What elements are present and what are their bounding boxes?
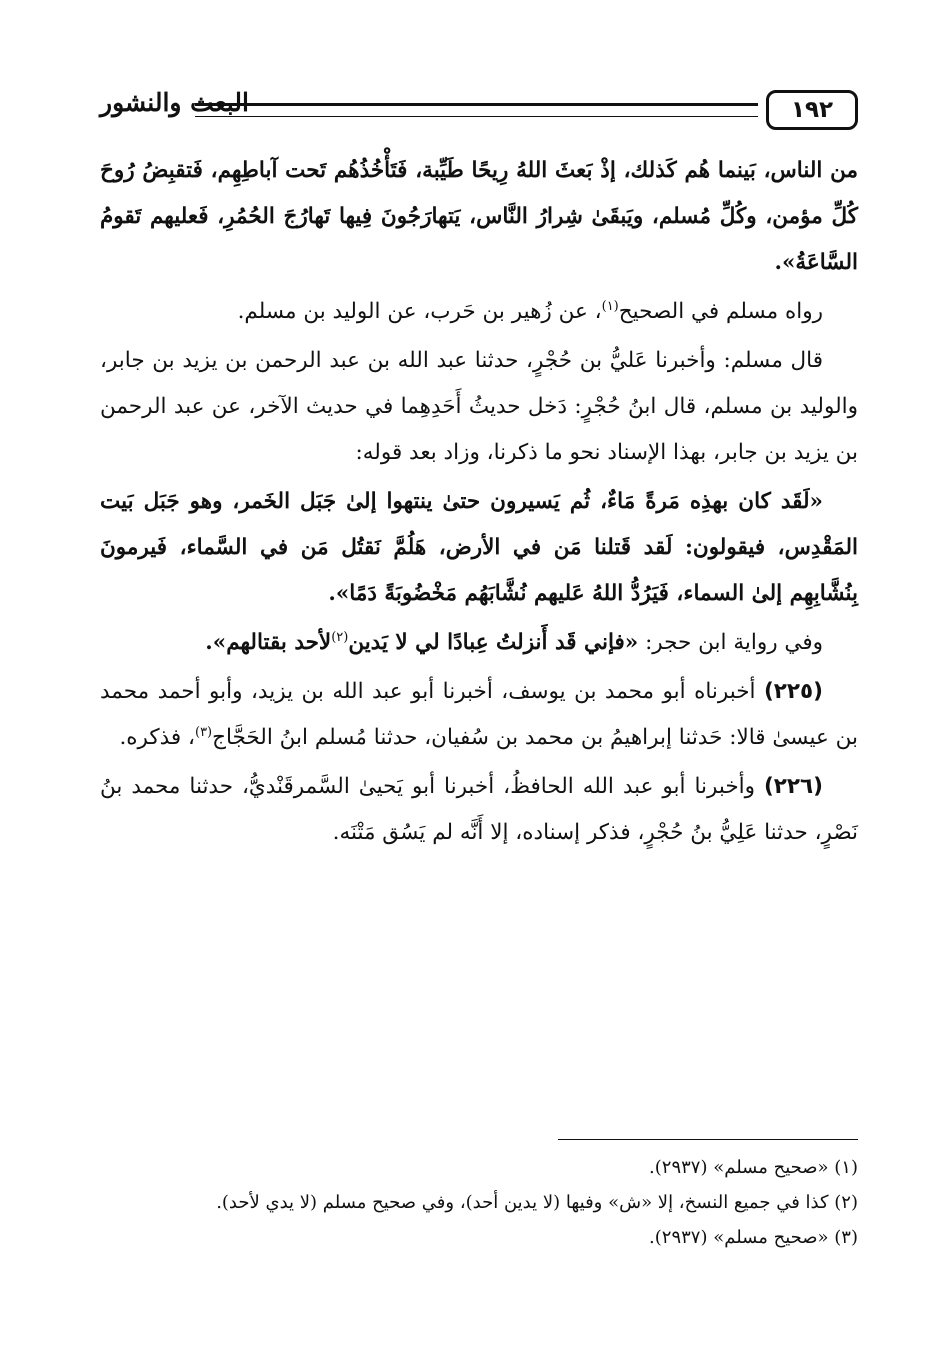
hadith-225-end: ، فذكره.: [119, 725, 195, 750]
footnote-ref-2: (٢): [331, 629, 349, 645]
footnote-divider: [558, 1139, 858, 1140]
hadith-225: [100, 669, 858, 761]
footnote-1: (١) «صحيح مسلم» (٢٩٣٧).: [649, 1157, 858, 1178]
narration-text-end: ، عن زُهير بن حَرب، عن الوليد بن مسلم.: [237, 299, 602, 324]
hadith-addition: «لَقَد كان بهذِه مَرةً مَاءٌ، ثُم يَسيرون حتىٰ ينتهوا إلىٰ جَبَل الخَمر، وهو جَبَل بَيت المَقْدِس، فيقولون: لَقد قَتلنا مَن في الأرض، هَلُمَّ نَقتُل مَن في السَّماء، فَيرمونَ بِنُشَّابِهِم إلىٰ السماء، فَيَرُدُّ اللهُ عَليهم نُشَّابَهُم مَخْضُوبَةً دَمًا».: [100, 489, 858, 606]
footnote-3: (٣) «صحيح مسلم» (٢٩٣٧).: [649, 1227, 858, 1248]
isnad-paragraph: قال مسلم: وأخبرنا عَليُّ بن حُجْرٍ، حدثنا عبد الله بن عبد الرحمن بن يزيد بن جابر، والوليد بن مسلم، قال ابنُ حُجْرٍ: دَخل حديثُ أَحَدِهِما في حديث الآخر، عن عبد الرحمن بن يزيد بن جابر، بهذا الإسناد نحو ما ذكرنا، وزاد بعد قوله:: [100, 348, 858, 465]
narration-paragraph: [100, 289, 858, 335]
footnote-ref-1: (١): [601, 298, 619, 314]
main-text: [100, 148, 858, 859]
hajar-quote-end: لأحد بقتالهم».: [205, 630, 332, 655]
hajar-intro: وفي رواية ابن حجر:: [638, 630, 823, 655]
footnote-ref-3: (٣): [194, 724, 213, 740]
hadith-226-text: وأخبرنا أبو عبد الله الحافظُ، أخبرنا أبو يَحيىٰ السَّمرقَنْديُّ، حدثنا محمد بنُ نَصْرٍ، حدثنا عَلِيُّ بنُ حُجْرٍ، فذكر إسناده، إلا أَنَّه لم يَسُق مَتْنَه.: [100, 774, 858, 845]
hajar-narration: [100, 620, 858, 666]
hadith-number-226: (٢٢٦): [763, 774, 823, 799]
book-page: [100, 80, 858, 1320]
hadith-text-continued: من الناس، بَينما هُم كَذلك، إذْ بَعثَ اللهُ رِيحًا طَيِّبة، فَتَأْخُذُهُم تَحت آباطِهِم، فَتقبِضُ رُوحَ كُلِّ مؤمن، وكُلِّ مُسلم، ويَبقَىٰ شِرارُ النَّاس، يَتهارَجُونَ فِيها تَهارُجَ الحُمُرِ، فَعليهم تَقومُ السَّاعَةُ».: [100, 158, 858, 275]
footnotes: [100, 1152, 858, 1257]
footnote-2: (٢) كذا في جميع النسخ، إلا «ش» وفيها (لا يدين أحد)، وفي صحيح مسلم (لا يدي لأحد).: [216, 1192, 858, 1213]
running-title: البعث والنشور: [100, 88, 249, 117]
header-rule: [195, 103, 758, 117]
hadith-226: [100, 764, 858, 856]
hajar-quote: «فإني قَد أَنزلتُ عِبادًا لي لا يَدين: [348, 630, 639, 655]
narration-text: رواه مسلم في الصحيح: [618, 299, 823, 324]
page-number: ١٩٢: [766, 90, 858, 130]
page-header: [100, 80, 858, 140]
hadith-number-225: (٢٢٥): [763, 679, 823, 704]
hadith-225-text: أخبرناه أبو محمد بن يوسف، أخبرنا أبو عبد الله بن يزيد، وأبو أحمد محمد بن عيسىٰ قالا: حَدثنا إبراهيمُ بن محمد بن سُفيان، حدثنا مُسلم ابنُ الحَجَّاج: [100, 679, 858, 750]
